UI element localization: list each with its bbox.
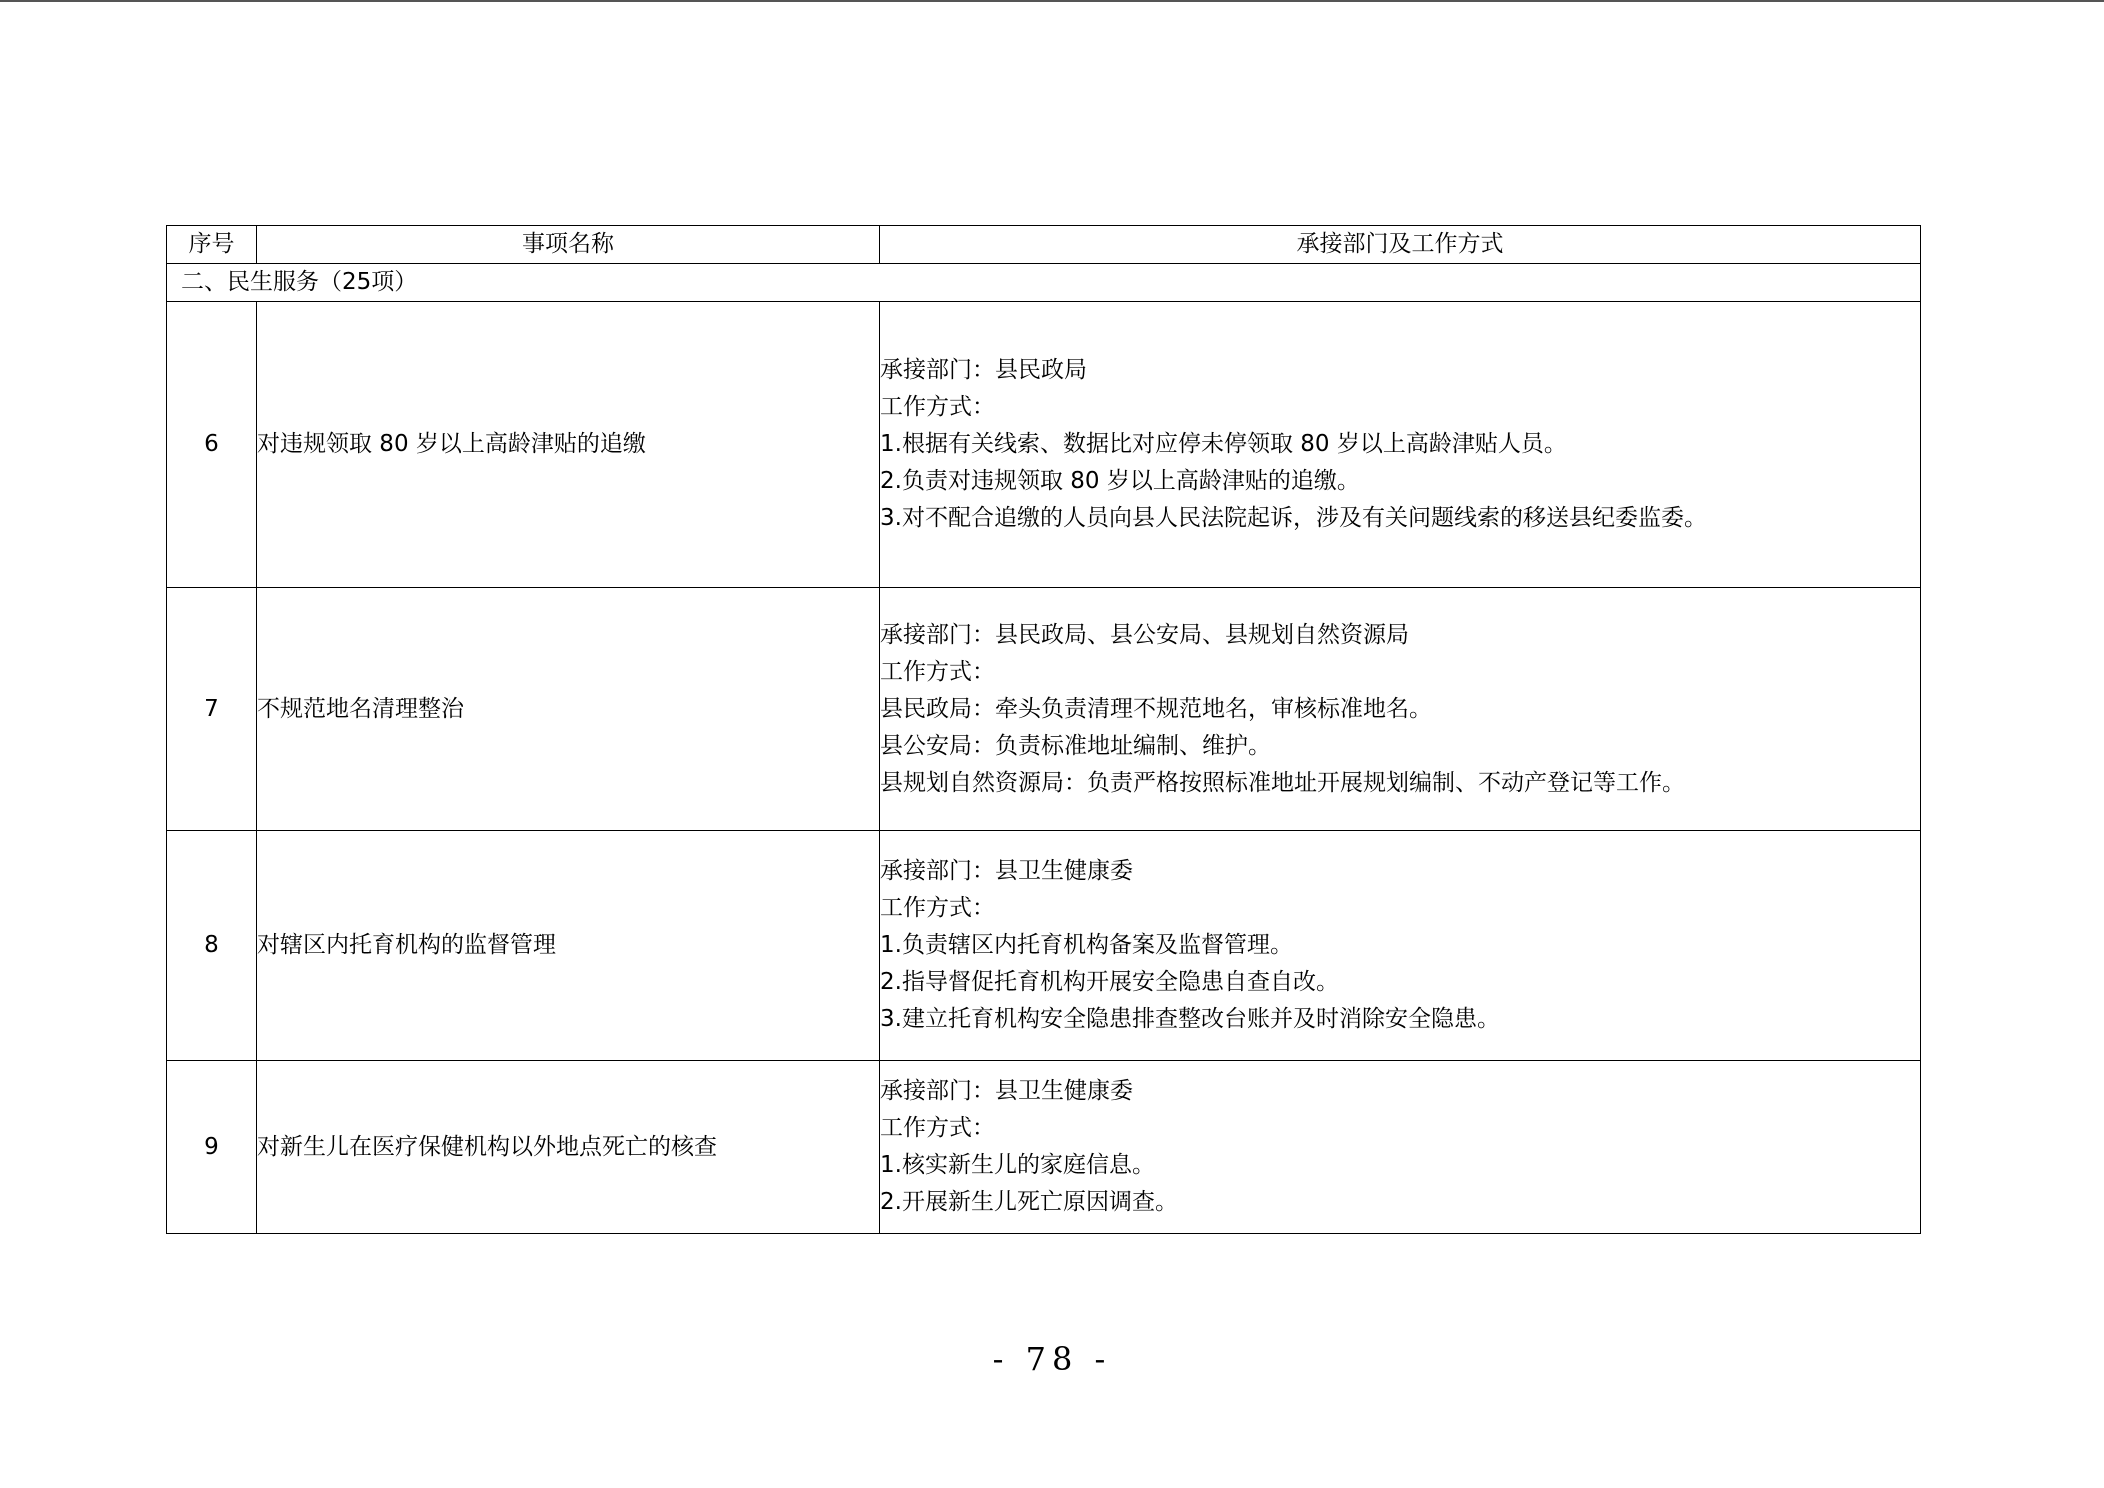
top-border-line — [0, 0, 2104, 2]
table-header-row — [167, 226, 1921, 264]
detail-line: 承接部门：县卫生健康委 — [880, 1078, 1133, 1104]
detail-line: 工作方式： — [880, 394, 995, 420]
detail-line: 2.负责对违规领取 80 岁以上高龄津贴的追缴。 — [880, 468, 1360, 494]
page-number: - 78 - — [992, 1340, 1112, 1378]
detail-line: 承接部门：县民政局、县公安局、县规划自然资源局 — [880, 621, 1409, 648]
detail-line: 承接部门：县卫生健康委 — [880, 858, 1133, 884]
table-row — [167, 1061, 1921, 1234]
detail-line: 3.对不配合追缴的人员向县人民法院起诉，涉及有关问题线索的移送县纪委监委。 — [880, 505, 1707, 531]
row-number: 8 — [167, 831, 257, 1061]
detail-line: 承接部门：县民政局 — [880, 357, 1087, 383]
row-number: 9 — [167, 1061, 257, 1234]
detail-line: 3.建立托育机构安全隐患排查整改台账并及时消除安全隐患。 — [880, 1006, 1500, 1032]
detail-line: 工作方式： — [880, 658, 995, 685]
row-number: 7 — [167, 588, 257, 831]
row-number: 6 — [167, 302, 257, 588]
header-no: 序号 — [167, 226, 257, 264]
item-name: 对新生儿在医疗保健机构以外地点死亡的核查 — [257, 1061, 880, 1234]
table-row — [167, 302, 1921, 588]
detail-line: 1.负责辖区内托育机构备案及监督管理。 — [880, 932, 1293, 958]
header-dept: 承接部门及工作方式 — [880, 226, 1921, 264]
section-title: 二、民生服务（25项） — [167, 264, 1921, 302]
dept-and-method — [880, 302, 1921, 588]
item-name: 对违规领取 80 岁以上高龄津贴的追缴 — [257, 302, 880, 588]
item-name: 不规范地名清理整治 — [257, 588, 880, 831]
items-table — [166, 225, 1921, 1234]
item-name: 对辖区内托育机构的监督管理 — [257, 831, 880, 1061]
detail-line: 1.根据有关线索、数据比对应停未停领取 80 岁以上高龄津贴人员。 — [880, 431, 1567, 457]
detail-line: 县规划自然资源局：负责严格按照标准地址开展规划编制、不动产登记等工作。 — [880, 769, 1685, 796]
section-row — [167, 264, 1921, 302]
detail-line: 县民政局：牵头负责清理不规范地名，审核标准地名。 — [880, 695, 1432, 722]
detail-line: 工作方式： — [880, 1115, 995, 1141]
detail-line: 工作方式： — [880, 895, 995, 921]
header-item: 事项名称 — [257, 226, 880, 264]
table-row — [167, 588, 1921, 831]
detail-line: 1.核实新生儿的家庭信息。 — [880, 1152, 1155, 1178]
dept-and-method — [880, 831, 1921, 1061]
detail-line: 县公安局：负责标准地址编制、维护。 — [880, 732, 1271, 759]
table-row — [167, 831, 1921, 1061]
dept-and-method — [880, 588, 1921, 831]
detail-line: 2.指导督促托育机构开展安全隐患自查自改。 — [880, 969, 1339, 995]
dept-and-method — [880, 1061, 1921, 1234]
detail-line: 2.开展新生儿死亡原因调查。 — [880, 1189, 1178, 1215]
